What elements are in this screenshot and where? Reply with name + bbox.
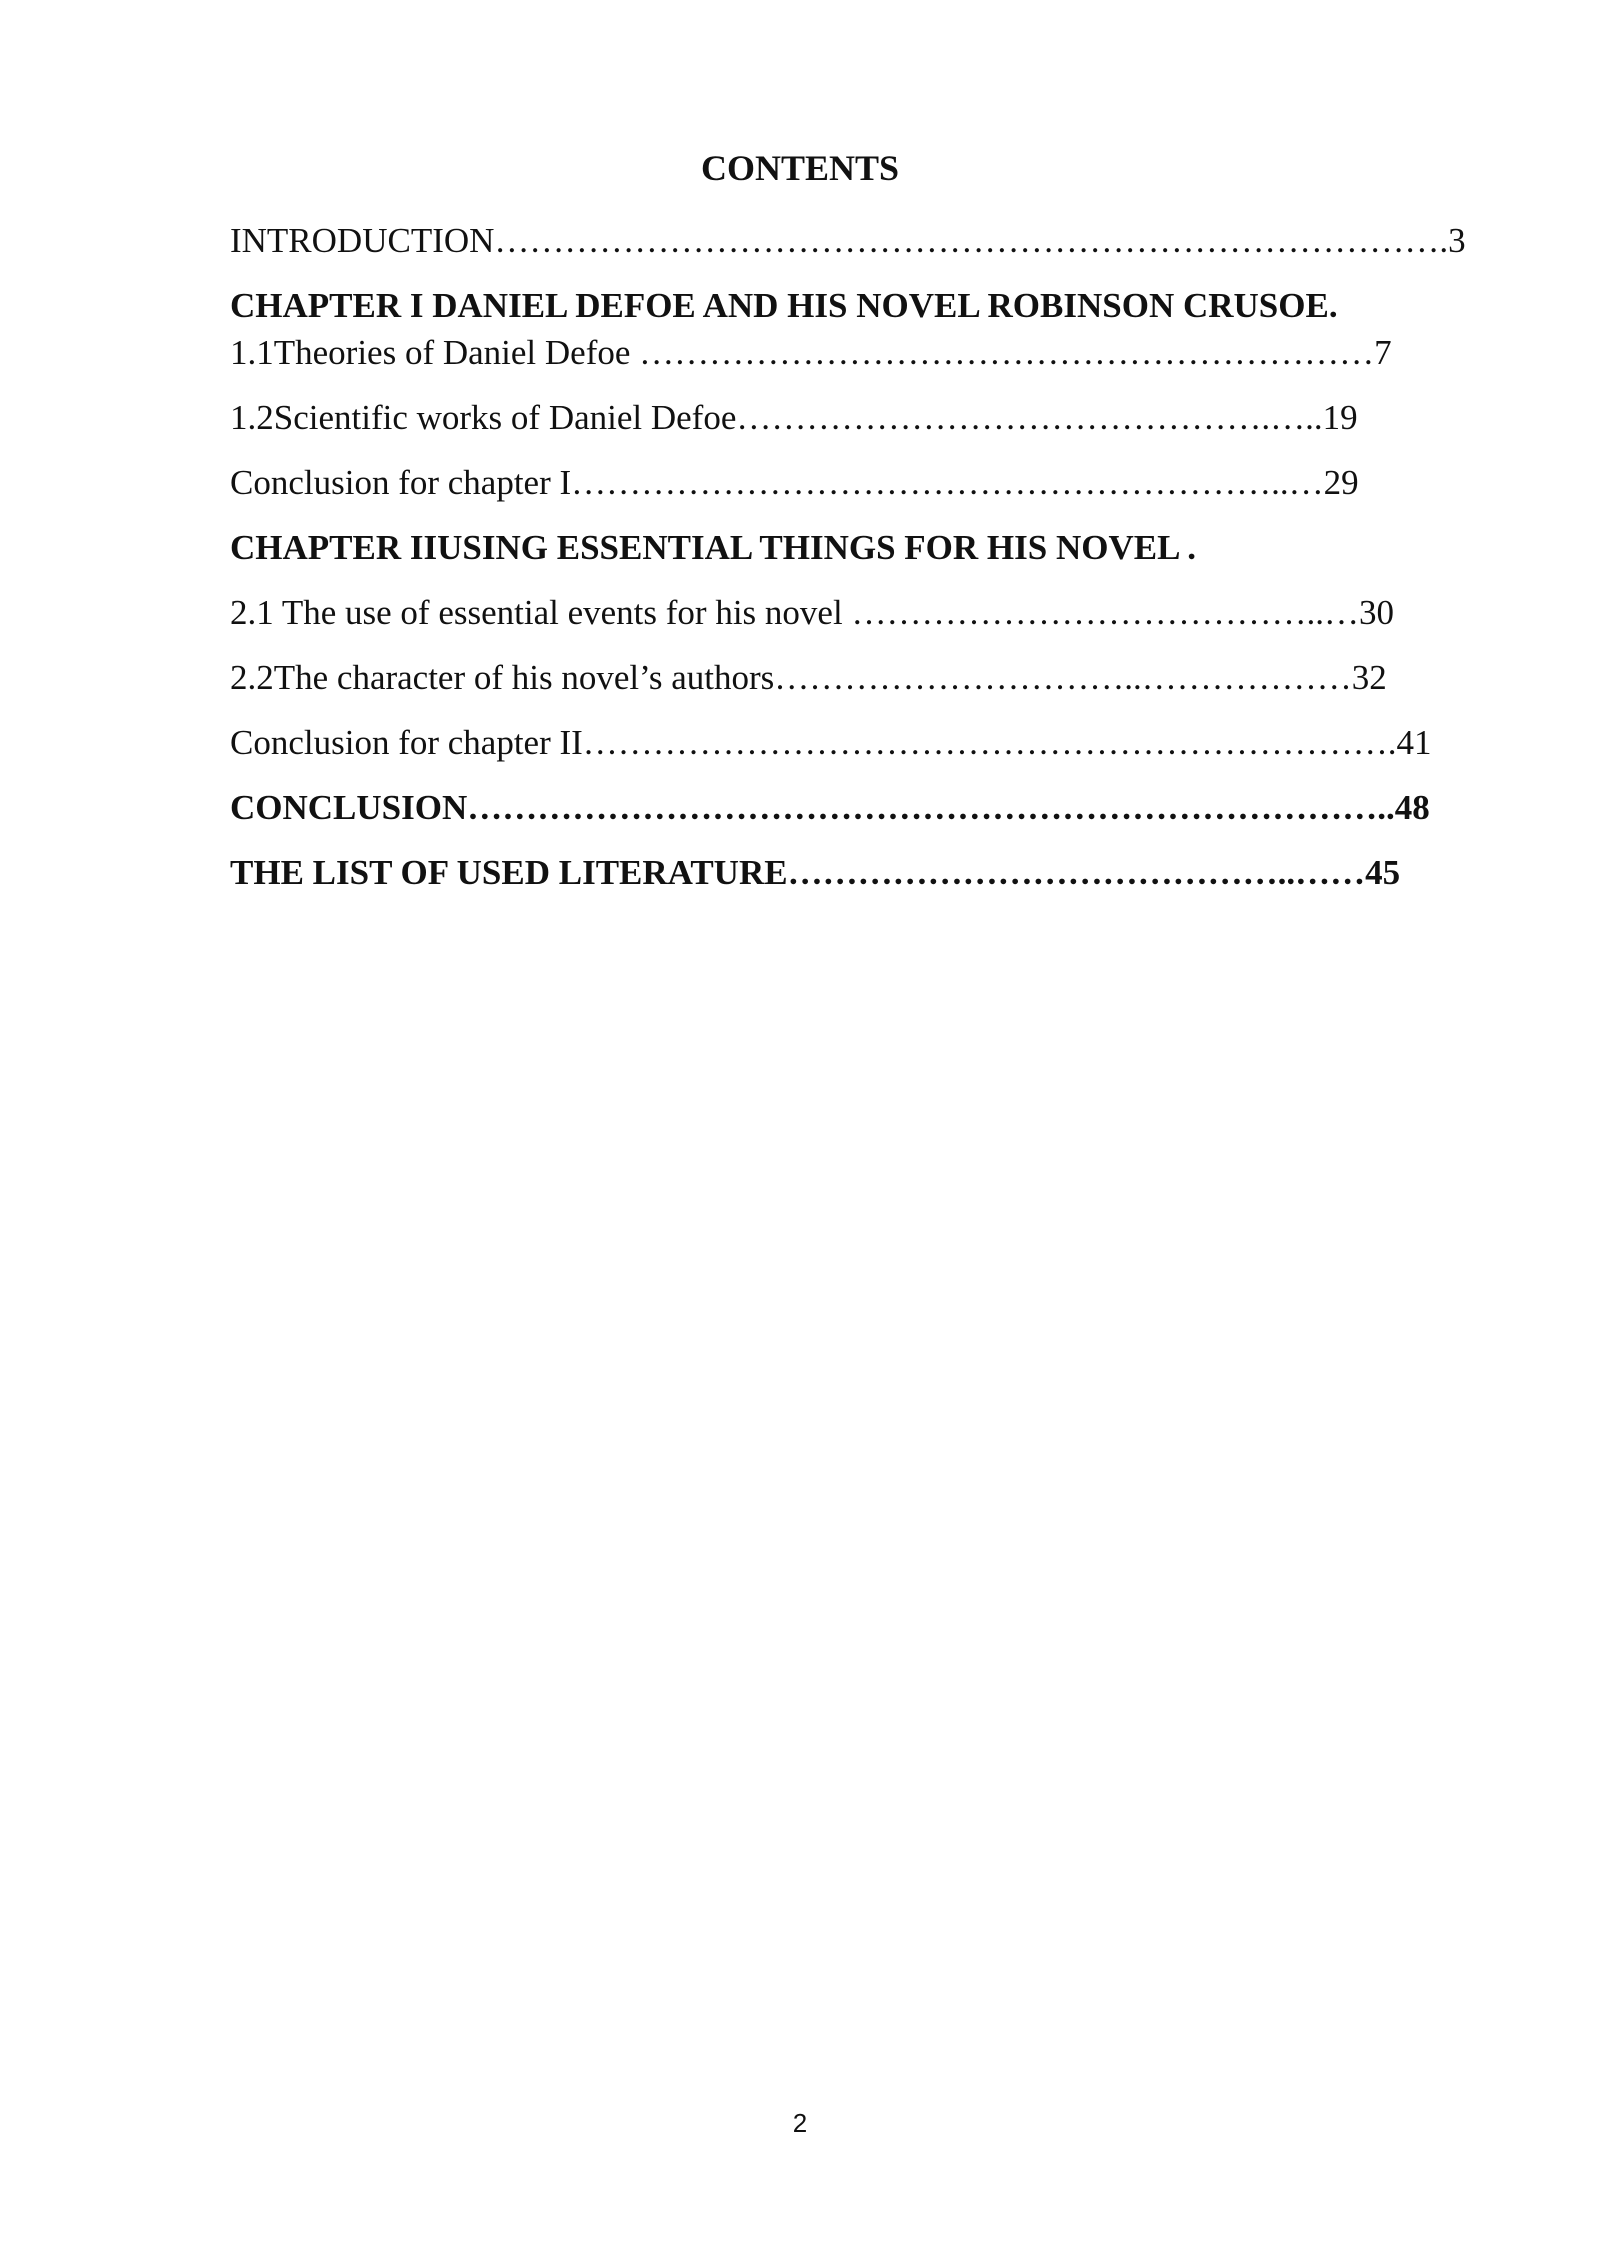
toc-entry-1-1[interactable]: 1.1Theories of Daniel Defoe ………………………………………………………7 xyxy=(230,333,1392,372)
toc-entry-conclusion-chapter-2[interactable]: Conclusion for chapter II…………………………………………………………….41 xyxy=(230,723,1432,762)
toc-entry-2-1[interactable]: 2.1 The use of essential events for his novel …………………………………..…30 xyxy=(230,593,1394,632)
toc-chapter-2-heading[interactable]: CHAPTER IIUSING ESSENTIAL THINGS FOR HIS NOVEL . xyxy=(230,528,1197,567)
toc-entry-2-2[interactable]: 2.2The character of his novel’s authors…………………………..………………32 xyxy=(230,658,1387,697)
toc-entry-introduction[interactable]: INTRODUCTION……………………………………………………………………….3 xyxy=(230,221,1466,260)
toc-chapter-1-heading[interactable]: CHAPTER I DANIEL DEFOE AND HIS NOVEL ROBINSON CRUSOE. xyxy=(230,286,1338,325)
page-number: 2 xyxy=(792,2108,808,2138)
contents-heading: CONTENTS xyxy=(700,148,900,188)
toc-entry-1-2[interactable]: 1.2Scientific works of Daniel Defoe……………………………………….…..19 xyxy=(230,398,1358,437)
toc-entry-conclusion-chapter-1[interactable]: Conclusion for chapter I……………………………………………………..…29 xyxy=(230,463,1359,502)
toc-entry-literature[interactable]: THE LIST OF USED LITERATURE……………………………………..……45 xyxy=(230,853,1401,892)
toc-entry-conclusion[interactable]: CONCLUSION……………………………………………………………………..48 xyxy=(230,788,1430,827)
